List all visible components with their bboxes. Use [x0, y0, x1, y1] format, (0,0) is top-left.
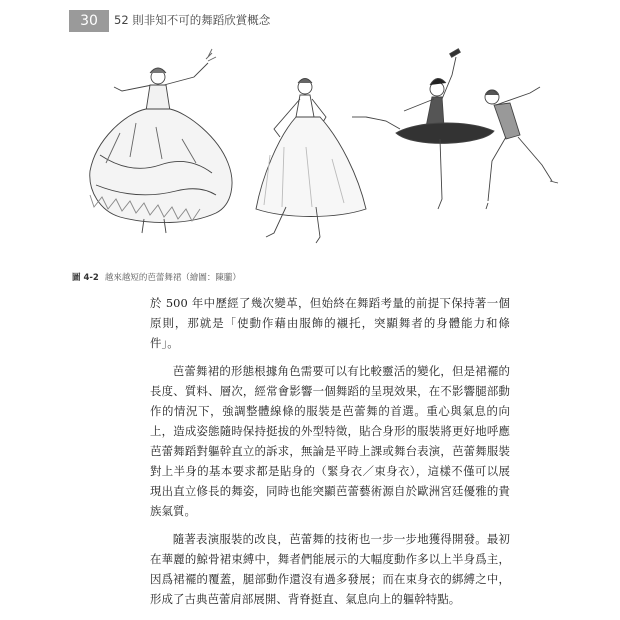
paragraph: 隨著表演服裝的改良，芭蕾舞的技術也一步一步地獲得開發。最初在華麗的鯨骨裙束縛中，舞者們能展示的大幅度動作多以上半身爲主，因爲裙襬的覆蓋，腿部動作還沒有過多發展；而在束身衣的綁縛之中，形成了古典芭蕾肩部展開、背脊挺直、氣息向上的軀幹特點。 [150, 532, 510, 606]
body-text [150, 293, 510, 617]
paragraph: 芭蕾舞裙的形態根據角色需要可以有比較靈活的變化，但是裙襬的長度、質料、層次，經常會影響一個舞蹈的呈現效果，在不影響腿部動作的情況下，強調整體線條的服裝是芭蕾舞的首選。重心與氣息的向上，造成姿態隨時保持挺拔的外型特徵，貼合身形的服裝將更好地呼應芭蕾舞蹈對軀幹直立的訴求，無論是平時上課或舞台表演，芭蕾舞服裝對上半身的基本要求都是貼身的（緊身衣／束身衣），這樣不僅可以展現出直立修長的舞姿，同時也能突顯芭蕾藝術源自於歐洲宮廷優雅的貴族氣質。 [150, 364, 510, 518]
figure-label: 圖 4-2 [72, 273, 99, 283]
page-header [0, 0, 620, 34]
ballet-costume-illustration [60, 45, 560, 260]
dancer-modern-costume [485, 87, 558, 209]
dancer-romantic-tutu [256, 79, 366, 244]
running-title: 52 則非知不可的舞蹈欣賞概念 [114, 13, 271, 27]
paragraph: 於 500 年中歷經了幾次變革，但始終在舞蹈考量的前提下保持著一個原則，那就是「使動作藉由服飾的襯托，突顯舞者的身體能力和條件」。 [150, 296, 510, 350]
figure-caption-text: 越來越短的芭蕾舞裙（繪圖：陳朧） [104, 273, 241, 283]
page-number: 30 [69, 10, 109, 32]
dancer-classical-tutu [352, 49, 494, 209]
dancer-court-dress [90, 49, 232, 233]
figure-caption [72, 271, 241, 283]
